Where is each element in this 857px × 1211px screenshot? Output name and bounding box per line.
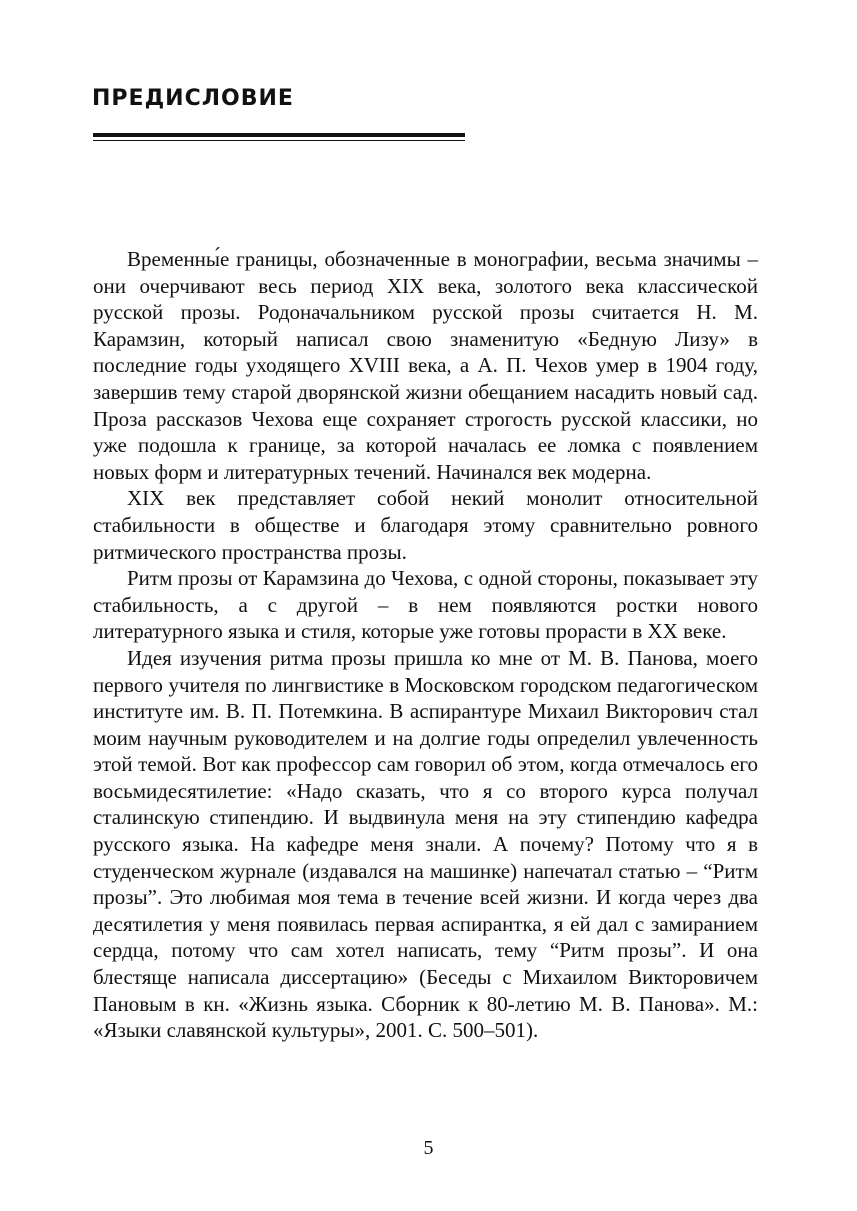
paragraph: Ритм прозы от Карамзина до Чехова, с одной стороны, показывает эту стабильность, а с другой – в нем появляются ростки нового литературного языка и стиля, которые уже готовы прорасти в XX веке.: [93, 566, 758, 644]
chapter-heading: ПРЕДИСЛОВИЕ: [92, 86, 294, 111]
paragraph: Идея изучения ритма прозы пришла ко мне от М. В. Панова, моего первого учителя по лингвистике в Московском городском педагогическом институте им. В. П. Потемкина. В аспирантуре Михаил Викторович стал моим научным руководителем и на долгие годы определил увлеченность этой темой. Вот как профессор сам говорил об этом, когда отмечалось его восьмидесятилетие: «Надо сказать, что я со второго курса получал сталинскую стипендию. И выдвинула меня на эту стипендию кафедра русского языка. На кафедре меня знали. А почему? Потому что я в студенческом журнале (издавался на машинке) напечатал статью – “Ритм прозы”. Это любимая моя тема в течение всей жизни. И когда через два десятилетия у меня появилась первая аспирантка, я ей дал с замиранием сердца, потому что сам хотел написать, тему “Ритм прозы”. И она блестяще написала диссертацию» (Беседы с Михаилом Викторовичем Пановым в кн. «Жизнь языка. Сборник к 80-летию М. В. Панова». М.: «Языки славянской культуры», 2001. С. 500–501).: [93, 645, 758, 1043]
heading-rule-thin: [93, 140, 465, 141]
page-number: 5: [423, 1137, 434, 1159]
paragraph: XIX век представляет собой некий монолит относительной стабильности в обществе и благодаря этому сравнительно ровного ритмического пространства прозы.: [93, 486, 758, 564]
paragraph: Временны́е границы, обозначенные в монографии, весьма значимы – они очерчивают весь период XIX века, золотого века классической русской прозы. Родоначальником русской прозы считается Н. М. Карамзин, который написал свою знаменитую «Бедную Лизу» в последние годы уходящего XVIII века, а А. П. Чехов умер в 1904 году, завершив тему старой дворянской жизни обещанием насадить новый сад. Проза рассказов Чехова еще сохраняет строгость русской классики, но уже подошла к границе, за которой началась ее ломка с появлением новых форм и литературных течений. Начинался век модерна.: [93, 247, 758, 484]
heading-rule-thick: [93, 133, 465, 137]
body-text: [93, 246, 758, 1044]
